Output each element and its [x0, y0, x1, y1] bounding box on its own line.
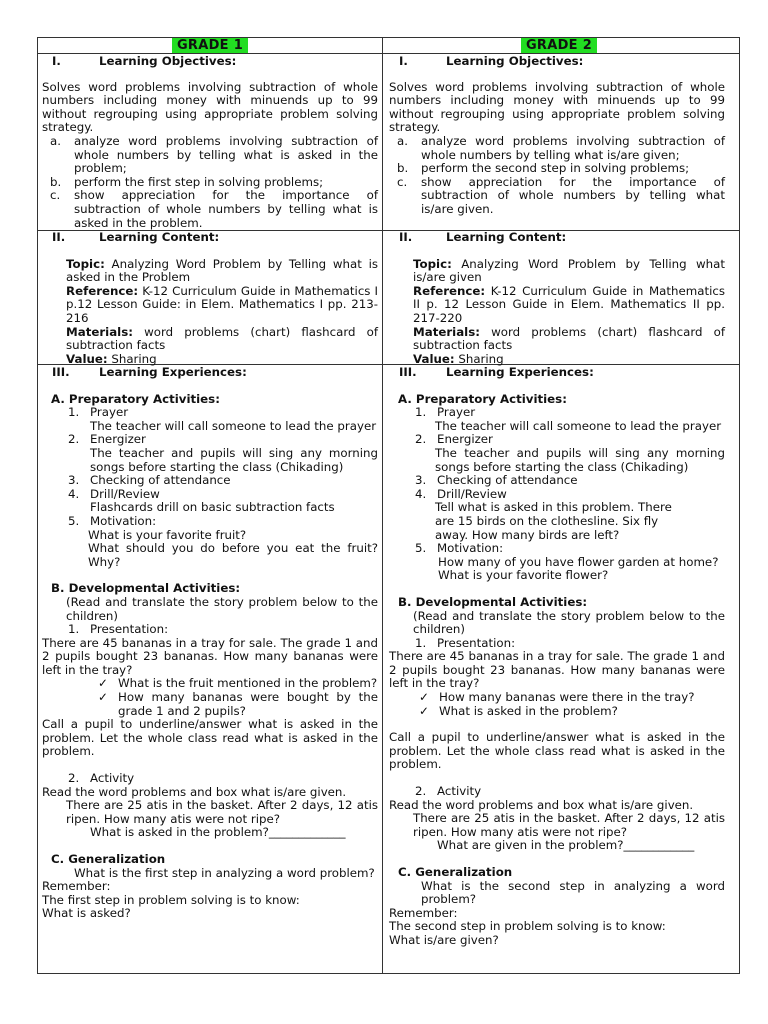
prep-detail: Flashcards drill on basic subtraction facts	[90, 500, 335, 515]
grade2-header: GRADE 2	[521, 38, 597, 53]
prep-item: Energizer	[90, 432, 146, 447]
activity-problem: There are 25 atis in the basket. After 2 days, 12 atis ripen. How many atis were not ripe?	[413, 811, 725, 839]
grade1-header: GRADE 1	[172, 38, 248, 53]
remember-line: The second step in problem solving is to know:	[389, 919, 666, 934]
call-instruction: Call a pupil to underline/answer what is asked in the problem. Let the whole class read what is asked in the problem.	[42, 717, 378, 759]
gen-question: What is the second step in analyzing a word problem?	[421, 878, 725, 907]
remember-line: The first step in problem solving is to know:	[42, 892, 300, 907]
prep-item: Drill/Review	[437, 486, 507, 501]
reference-text: K-12 Curriculum Guide in Mathematics II p. 12 Lesson Guide in Elem. Mathematics II pp. 217-220	[413, 283, 725, 325]
section-title: Learning Content:	[99, 230, 220, 244]
prep-detail: The teacher and pupils will sing any morning songs before starting the class (Chikading)	[90, 445, 378, 474]
check-question: How many bananas were bought by the grade 1 and 2 pupils?	[118, 690, 378, 718]
grade2-content: II. Learning Content: Topic: Analyzing Word Problem by Telling what is/are given Reference: K-12 Curriculum Guide in Mathematics II p. 12 Lesson Guide in Elem. Mathematics II pp. 217-220 Materials: word problems (chart) flashcard of subtraction facts Value: Sharing	[399, 230, 726, 366]
gen-question: What is the first step in analyzing a word problem?	[74, 865, 375, 880]
check-icon: ✓	[98, 690, 108, 705]
value-text: Sharing	[458, 351, 504, 366]
motivation-question: What is your favorite fruit?	[88, 527, 247, 542]
objective-item: show appreciation for the importance of subtraction of whole numbers by telling what is asked in the problem.	[74, 188, 378, 230]
section-title: Learning Content:	[446, 230, 567, 244]
dev-intro: (Read and translate the story problem below to the children)	[66, 594, 378, 623]
remember-line: What is/are given?	[389, 932, 499, 947]
prep-detail: Tell what is asked in this problem. There are 15 birds on the clothesline. Six fly away. How many birds are left?	[435, 500, 672, 542]
grade1-content: II. Learning Content: Topic: Analyzing Word Problem by Telling what is asked in the Problem Reference: K-12 Curriculum Guide in Mathematics I p.12 Lesson Guide: in Elem. Mathematics I pp. 213-216 Materials: word problems (chart) flashcard of subtraction facts Value: Sharing	[52, 230, 379, 366]
prep-detail: The teacher will call someone to lead the prayer	[90, 418, 377, 433]
section-title: Learning Objectives:	[446, 54, 584, 68]
activity-question: What are given in the problem?____________	[437, 838, 695, 853]
prep-item: Motivation:	[437, 541, 504, 556]
presentation-label: Presentation:	[90, 622, 169, 637]
prep-item: Energizer	[437, 432, 493, 447]
grade1-objectives: I. Learning Objectives: Solves word problems involving subtraction of whole numbers including money with minuends up to 99 without regrouping using appropriate problem solving strategy. a. analyze word problems involving subtraction of whole numbers by telling what is asked in the problem; b. perform the first step in solving problems; c. show appreciation for the importance of subtraction of whole numbers by telling what is asked in the problem.	[42, 54, 378, 230]
topic-text: Analyzing Word Problem by Telling what is/are given	[413, 256, 726, 285]
presentation-label: Presentation:	[437, 635, 516, 650]
prep-detail: The teacher and pupils will sing any morning songs before starting the class (Chikading)	[435, 445, 725, 474]
call-instruction: Call a pupil to underline/answer what is asked in the problem. Let the whole class read what is asked in the problem.	[389, 730, 725, 772]
check-icon: ✓	[419, 690, 429, 705]
objective-item: analyze word problems involving subtraction of whole numbers by telling what is/are given;	[421, 133, 725, 162]
prep-item: Checking of attendance	[90, 473, 231, 488]
gen-title: C. Generalization	[51, 852, 166, 866]
objective-item: show appreciation for the importance of subtraction of whole numbers by telling what is/are given.	[421, 174, 725, 216]
grade2-objectives: I. Learning Objectives: Solves word problems involving subtraction of whole numbers including money with minuends up to 99 without regrouping using appropriate problem solving strategy. a. analyze word problems involving subtraction of whole numbers by telling what is/are given; b. perform the second step in solving problems; c. show appreciation for the importance of subtraction of whole numbers by telling what is/are given.	[389, 54, 725, 216]
activity-intro: Read the word problems and box what is/are given.	[389, 797, 694, 812]
dev-intro: (Read and translate the story problem below to the children)	[413, 608, 725, 637]
prep-title: A. Preparatory Activities:	[51, 391, 220, 406]
motivation-question: What should you do before you eat the fruit? Why?	[88, 541, 378, 569]
motivation-question: How many of you have flower garden at home?	[438, 554, 719, 569]
prep-title: A. Preparatory Activities:	[398, 391, 567, 406]
remember-line: What is asked?	[42, 906, 131, 921]
prep-detail: The teacher will call someone to lead the prayer	[435, 418, 722, 433]
check-question: How many bananas were there in the tray?	[439, 690, 695, 705]
check-icon: ✓	[98, 676, 108, 691]
objective-item: perform the first step in solving problems;	[74, 174, 324, 189]
reference-text: K-12 Curriculum Guide in Mathematics I p.12 Lesson Guide: in Elem. Mathematics I pp. 213-216	[66, 283, 379, 325]
activity-problem: There are 25 atis in the basket. After 2 days, 12 atis ripen. How many atis were not ripe?	[66, 798, 378, 826]
objective-item: perform the second step in solving problems;	[421, 161, 690, 176]
remember-label: Remember:	[42, 879, 111, 894]
value-text: Sharing	[111, 351, 157, 366]
grade1-experiences: III. Learning Experiences: A. Preparatory Activities: 1. Prayer The teacher will call someone to lead the prayer 2. Energizer The teacher and pupils will sing any morning songs before starting the class (Chikading) 3. Checking of attendance 4. Drill/Review Flashcards drill on basic subtraction facts 5. Motivation: What is your favorite fruit? What should you do before you eat the fruit? Why? B. Developmental Activities: (Read and translate the story problem below to the children) 1. Presentation: There are 45 bananas in a tray for sale. The grade 1 and 2 pupils bought 23 bananas. How many bananas were left in the tray? ✓ What is the fruit mentioned in the problem? ✓ How many bananas were bought by the grade 1 and 2 pupils? Call a pupil to underline/answer what is asked in the problem. Let the whole class read what is asked in the problem. 2. Activity Read the word problems and box what is/are given. There are 25 atis in the basket. After 2 days, 12 atis ripen. How many atis were not ripe? What is asked in the problem?_____________ C. Generalization What is the first step in analyzing a word problem? Remember: The first step in problem solving is to know: What is asked?	[42, 365, 378, 921]
prep-item: Drill/Review	[90, 486, 160, 501]
check-icon: ✓	[419, 703, 429, 718]
grade2-experiences: III. Learning Experiences: A. Preparatory Activities: 1. Prayer The teacher will call someone to lead the prayer 2. Energizer The teacher and pupils will sing any morning songs before starting the class (Chikading) 3. Checking of attendance 4. Drill/Review Tell what is asked in this problem. There are 15 birds on the clothesline. Six fly away. How many birds are left? 5. Motivation: How many of you have flower garden at home? What is your favorite flower? B. Developmental Activities: (Read and translate the story problem below to the children) 1. Presentation: There are 45 bananas in a tray for sale. The grade 1 and 2 pupils bought 23 bananas. How many bananas were left in the tray? ✓ How many bananas were there in the tray? ✓ What is asked in the problem? Call a pupil to underline/answer what is asked in the problem. Let the whole class read what is asked in the problem. 2. Activity Read the word problems and box what is/are given. There are 25 atis in the basket. After 2 days, 12 atis ripen. How many atis were not ripe? What are given in the problem?____________ C. Generalization What is the second step in analyzing a word problem? Remember: The second step in problem solving is to know: What is/are given?	[389, 365, 725, 947]
activity-intro: Read the word problems and box what is/are given.	[42, 784, 347, 799]
objectives-intro: Solves word problems involving subtraction of whole numbers including money with minuends up to 99 without regrouping using appropriate problem solving strategy.	[389, 79, 725, 135]
materials-text: word problems (chart) flashcard of subtraction facts	[413, 324, 726, 353]
topic-text: Analyzing Word Problem by Telling what is asked in the Problem	[66, 256, 379, 285]
section-title: Learning Experiences:	[446, 365, 594, 379]
objectives-intro: Solves word problems involving subtraction of whole numbers including money with minuends up to 99 without regrouping using appropriate problem solving strategy.	[42, 79, 378, 135]
check-question: What is the fruit mentioned in the problem?	[118, 676, 378, 691]
dev-title: B. Developmental Activities:	[51, 581, 241, 596]
gen-title: C. Generalization	[398, 865, 513, 879]
prep-item: Motivation:	[90, 513, 157, 528]
check-question: What is asked in the problem?	[439, 703, 618, 718]
dev-title: B. Developmental Activities:	[398, 594, 588, 609]
activity-label: Activity	[90, 771, 135, 786]
section-title: Learning Objectives:	[99, 54, 237, 68]
activity-label: Activity	[437, 784, 482, 799]
prep-item: Prayer	[90, 405, 129, 420]
column-divider	[382, 37, 383, 974]
prep-item: Prayer	[437, 405, 476, 420]
activity-question: What is asked in the problem?_____________	[90, 825, 346, 840]
prep-item: Checking of attendance	[437, 473, 578, 488]
story-problem: There are 45 bananas in a tray for sale. The grade 1 and 2 pupils bought 23 bananas. How many bananas were left in the tray?	[42, 635, 378, 677]
motivation-question: What is your favorite flower?	[438, 568, 609, 583]
remember-label: Remember:	[389, 905, 458, 920]
story-problem: There are 45 bananas in a tray for sale. The grade 1 and 2 pupils bought 23 bananas. How many bananas were left in the tray?	[389, 649, 725, 691]
objective-item: analyze word problems involving subtraction of whole numbers by telling what is asked in the problem;	[74, 133, 378, 176]
section-title: Learning Experiences:	[99, 365, 247, 379]
materials-text: word problems (chart) flashcard of subtraction facts	[66, 324, 379, 353]
